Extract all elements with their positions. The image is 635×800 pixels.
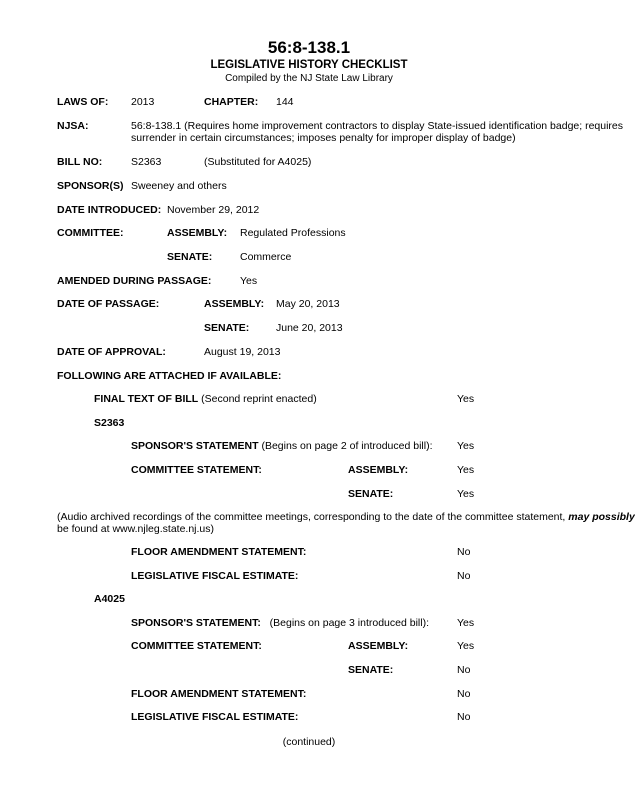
njsa-label: NJSA: (57, 120, 89, 132)
audio-note-emphasis: may possibly (568, 511, 635, 523)
laws-of-label: LAWS OF: (57, 96, 109, 108)
chapter-label: CHAPTER: (204, 96, 259, 108)
s2363-committee-statement-label: COMMITTEE STATEMENT: (131, 464, 262, 476)
date-of-passage-label: DATE OF PASSAGE: (57, 298, 160, 310)
bill-substitution-note: (Substituted for A4025) (204, 156, 312, 168)
s2363-floor-amendment-label: FLOOR AMENDMENT STATEMENT: (131, 546, 307, 558)
a4025-floor-amendment-value: No (457, 688, 471, 700)
s2363-sponsor-statement-note: (Begins on page 2 of introduced bill): (261, 440, 433, 452)
sponsor-label: SPONSOR(S) (57, 180, 124, 192)
a4025-cs-senate-label: SENATE: (348, 664, 394, 676)
a4025-sponsor-statement-value: Yes (457, 617, 475, 629)
committee-assembly-label: ASSEMBLY: (167, 227, 228, 239)
passage-senate-date: June 20, 2013 (276, 322, 343, 334)
s2363-floor-amendment-value: No (457, 546, 471, 558)
sponsor-value: Sweeney and others (131, 180, 227, 192)
a4025-sponsor-statement-label: SPONSOR'S STATEMENT: (131, 617, 261, 629)
a4025-cs-senate-value: No (457, 664, 471, 676)
a4025-fiscal-estimate-label: LEGISLATIVE FISCAL ESTIMATE: (131, 711, 299, 723)
njsa-description-line1: 56:8-138.1 (Requires home improvement contractors to display State-issued identification badge; requires (131, 120, 624, 132)
committee-assembly-value: Regulated Professions (240, 227, 346, 239)
s2363-cs-assembly-value: Yes (457, 464, 475, 476)
committee-label: COMMITTEE: (57, 227, 124, 239)
passage-assembly-label: ASSEMBLY: (204, 298, 265, 310)
date-introduced-value: November 29, 2012 (167, 204, 260, 216)
a4025-floor-amendment-label: FLOOR AMENDMENT STATEMENT: (131, 688, 307, 700)
a4025-cs-assembly-label: ASSEMBLY: (348, 640, 409, 652)
a4025-cs-assembly-value: Yes (457, 640, 475, 652)
audio-note-text: (Audio archived recordings of the committee meetings, corresponding to the date of the committee statement, (57, 511, 569, 523)
passage-assembly-date: May 20, 2013 (276, 298, 340, 310)
passage-senate-label: SENATE: (204, 322, 250, 334)
laws-of-year: 2013 (131, 96, 155, 108)
a4025-fiscal-estimate-value: No (457, 711, 471, 723)
document-compiler: Compiled by the NJ State Law Library (225, 73, 393, 84)
document-number: 56:8-138.1 (267, 38, 351, 57)
a4025-committee-statement-label: COMMITTEE STATEMENT: (131, 640, 262, 652)
s2363-cs-assembly-label: ASSEMBLY: (348, 464, 409, 476)
attached-heading: FOLLOWING ARE ATTACHED IF AVAILABLE: (57, 370, 282, 382)
amended-label: AMENDED DURING PASSAGE: (57, 275, 212, 287)
final-text-note: (Second reprint enacted) (201, 393, 317, 405)
audio-note-line2: be found at www.njleg.state.nj.us) (57, 523, 215, 535)
continued-note: (continued) (282, 736, 336, 748)
s2363-fiscal-estimate-value: No (457, 570, 471, 582)
final-text-value: Yes (457, 393, 475, 405)
a4025-sponsor-statement-row (131, 617, 429, 629)
amended-value: Yes (240, 275, 258, 287)
bill-no-label: BILL NO: (57, 156, 103, 168)
a4025-sponsor-statement-note: (Begins on page 3 introduced bill): (269, 617, 429, 629)
s2363-heading: S2363 (94, 417, 125, 429)
final-text-label: FINAL TEXT OF BILL (94, 393, 199, 405)
committee-senate-label: SENATE: (167, 251, 213, 263)
date-introduced-label: DATE INTRODUCED: (57, 204, 162, 216)
bill-number: S2363 (131, 156, 162, 168)
document-title: LEGISLATIVE HISTORY CHECKLIST (210, 59, 408, 71)
final-text-row (94, 393, 317, 405)
chapter-number: 144 (276, 96, 294, 108)
s2363-sponsor-statement-row (131, 440, 433, 452)
s2363-cs-senate-label: SENATE: (348, 488, 394, 500)
audio-note-line1 (57, 511, 635, 523)
a4025-heading: A4025 (94, 593, 125, 605)
s2363-sponsor-statement-value: Yes (457, 440, 475, 452)
s2363-cs-senate-value: Yes (457, 488, 475, 500)
committee-senate-value: Commerce (240, 251, 292, 263)
date-of-approval-label: DATE OF APPROVAL: (57, 346, 166, 358)
date-of-approval-value: August 19, 2013 (204, 346, 281, 358)
njsa-description-line2: surrender in certain circumstances; imposes penalty for improper display of badge) (131, 132, 516, 144)
s2363-sponsor-statement-label: SPONSOR'S STATEMENT (131, 440, 259, 452)
s2363-fiscal-estimate-label: LEGISLATIVE FISCAL ESTIMATE: (131, 570, 299, 582)
